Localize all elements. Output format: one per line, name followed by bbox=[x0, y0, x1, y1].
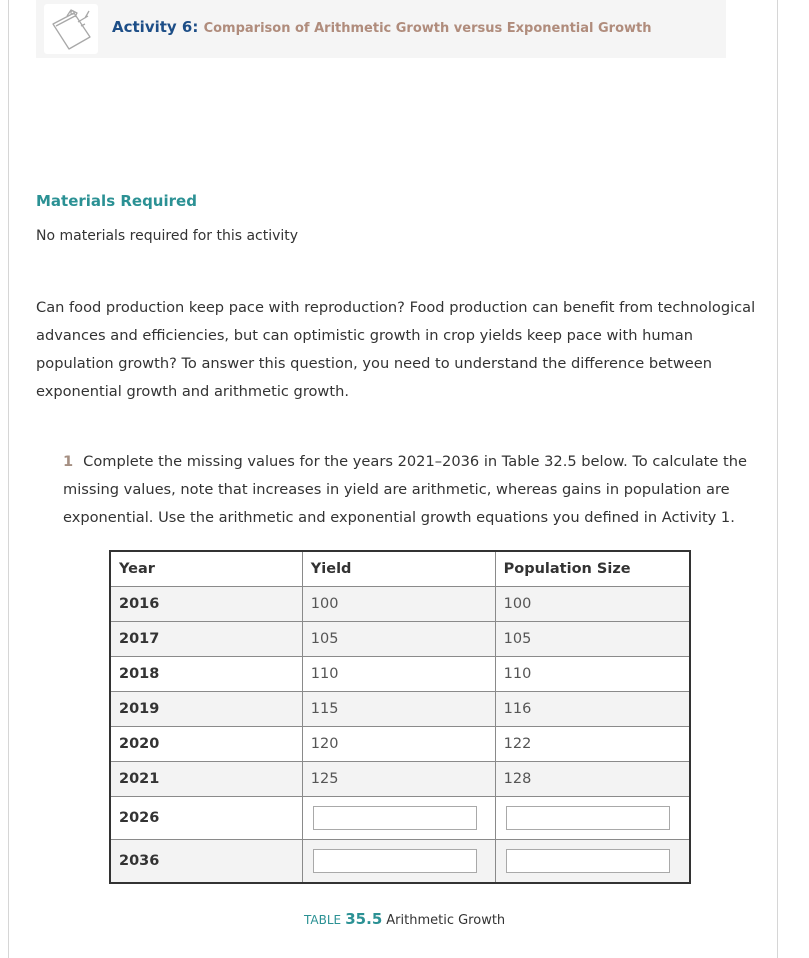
activity-title bbox=[112, 18, 652, 36]
header-population: Population Size bbox=[495, 551, 690, 587]
page-border-right bbox=[777, 0, 778, 958]
question-text: Complete the missing values for the years 2021–2036 in Table 32.5 below. To calculate the missing values, note that increases in yield are arithmetic, whereas gains in population are exponential. Use the arithmetic and exponential growth equations you defined in Activity 1. bbox=[63, 453, 747, 526]
materials-heading: Materials Required bbox=[36, 192, 197, 210]
table-caption bbox=[304, 910, 505, 928]
cell-population: 110 bbox=[495, 657, 690, 692]
growth-table bbox=[109, 550, 691, 884]
cell-year: 2026 bbox=[110, 797, 302, 840]
cell-yield bbox=[302, 797, 495, 840]
cell-year: 2036 bbox=[110, 840, 302, 884]
cell-year: 2017 bbox=[110, 622, 302, 657]
cell-population bbox=[495, 840, 690, 884]
cell-year: 2020 bbox=[110, 727, 302, 762]
materials-text: No materials required for this activity bbox=[36, 228, 299, 244]
yield-input-2036[interactable] bbox=[313, 849, 477, 873]
cell-yield: 125 bbox=[302, 762, 495, 797]
table-row bbox=[110, 727, 690, 762]
table-row bbox=[110, 762, 690, 797]
cell-population: 100 bbox=[495, 587, 690, 622]
cell-population: 105 bbox=[495, 622, 690, 657]
caption-prefix: TABLE bbox=[304, 913, 342, 927]
activity-banner bbox=[36, 0, 726, 58]
cell-population: 122 bbox=[495, 727, 690, 762]
cell-year: 2016 bbox=[110, 587, 302, 622]
population-input-2036[interactable] bbox=[506, 849, 670, 873]
table-row bbox=[110, 587, 690, 622]
table-input-row bbox=[110, 840, 690, 884]
table-row bbox=[110, 657, 690, 692]
table-row bbox=[110, 622, 690, 657]
intro-paragraph: Can food production keep pace with reproduction? Food production can benefit from technological advances and efficiencies, but can optimistic growth in crop yields keep pace with human population growth? To answer this question, you need to understand the difference between exponential growth and arithmetic growth. bbox=[36, 299, 756, 400]
header-year: Year bbox=[110, 551, 302, 587]
question-number: 1 bbox=[63, 453, 74, 470]
table-input-row bbox=[110, 797, 690, 840]
cell-year: 2018 bbox=[110, 657, 302, 692]
activity-subtitle: Comparison of Arithmetic Growth versus Exponential Growth bbox=[203, 21, 652, 36]
cell-yield bbox=[302, 840, 495, 884]
question-1 bbox=[63, 448, 763, 532]
page-border-left bbox=[8, 0, 9, 958]
cell-population: 116 bbox=[495, 692, 690, 727]
cell-year: 2019 bbox=[110, 692, 302, 727]
clipboard-icon bbox=[44, 4, 98, 54]
cell-population bbox=[495, 797, 690, 840]
header-yield: Yield bbox=[302, 551, 495, 587]
yield-input-2026[interactable] bbox=[313, 806, 477, 830]
table-row bbox=[110, 692, 690, 727]
caption-number: 35.5 bbox=[345, 910, 383, 928]
cell-yield: 110 bbox=[302, 657, 495, 692]
population-input-2026[interactable] bbox=[506, 806, 670, 830]
cell-yield: 100 bbox=[302, 587, 495, 622]
activity-label: Activity 6: bbox=[112, 18, 199, 36]
cell-year: 2021 bbox=[110, 762, 302, 797]
cell-yield: 115 bbox=[302, 692, 495, 727]
caption-text: Arithmetic Growth bbox=[386, 913, 506, 928]
cell-yield: 105 bbox=[302, 622, 495, 657]
cell-yield: 120 bbox=[302, 727, 495, 762]
cell-population: 128 bbox=[495, 762, 690, 797]
table-header-row bbox=[110, 551, 690, 587]
